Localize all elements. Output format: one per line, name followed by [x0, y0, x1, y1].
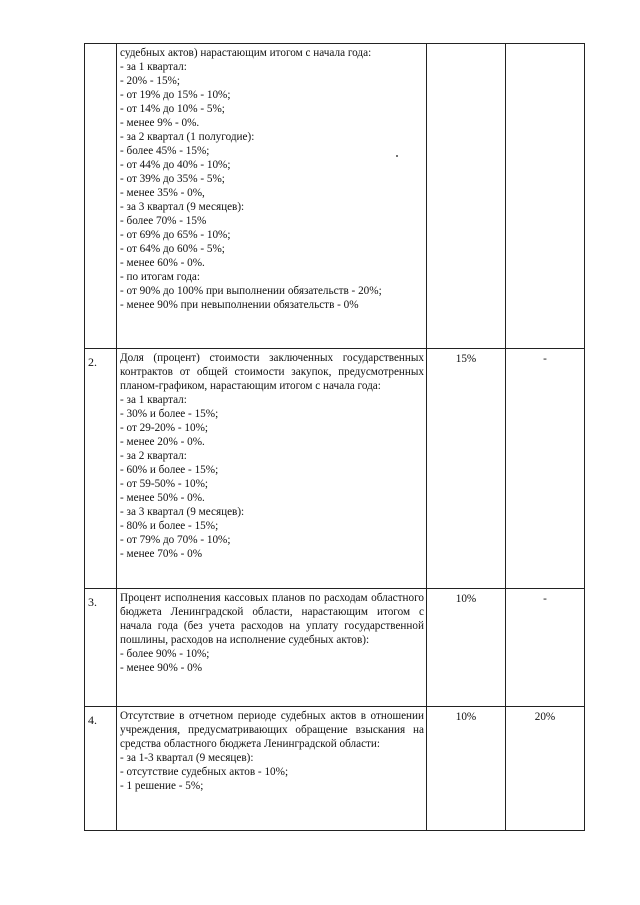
- row-number: 4.: [85, 707, 117, 831]
- criterion-line: - 80% и более - 15%;: [120, 520, 219, 532]
- criterion-line: - от 19% до 15% - 10%;: [120, 89, 231, 101]
- criterion-line: - отсутствие судебных актов - 10%;: [120, 766, 289, 778]
- table-row: [85, 44, 585, 349]
- criterion-line: - менее 9% - 0%.: [120, 117, 200, 129]
- criterion-line: - за 1 квартал:: [120, 61, 187, 73]
- criterion-line: - менее 60% - 0%.: [120, 257, 205, 269]
- criterion-title: Доля (процент) стоимости заключенных государственных контрактов от общей стоимости закупок, предусмотренных планом-графиком, нарастающим итогом с начала года:: [120, 352, 424, 392]
- row-number: 3.: [85, 589, 117, 707]
- criterion-line: - более 70% - 15%: [120, 215, 207, 227]
- criterion-line: - менее 90% - 0%: [120, 662, 203, 674]
- criterion-description: [117, 589, 427, 707]
- criterion-line: судебных актов) нарастающим итогом с начала года:: [120, 47, 372, 59]
- criterion-title: Отсутствие в отчетном периоде судебных актов в отношении учреждения, предусматривающих обращение взыскания на средства областного бюджета Ленинградской области:: [120, 710, 424, 750]
- criterion-line: - от 44% до 40% - 10%;: [120, 159, 231, 171]
- row-number: 2.: [85, 349, 117, 589]
- row-number: [85, 44, 117, 349]
- weight-value: [427, 44, 506, 349]
- criterion-line: - более 45% - 15%;: [120, 145, 210, 157]
- criterion-title: Процент исполнения кассовых планов по расходам областного бюджета Ленинградской области, нарастающим итогом с начала года (без учета расходов на уплату государственной пошлины, расходов на исполнение судебных актов):: [120, 592, 424, 646]
- weight-value: 10%: [427, 589, 506, 707]
- criterion-line: - за 2 квартал:: [120, 450, 187, 462]
- weight-value: 15%: [427, 349, 506, 589]
- criterion-description: [117, 707, 427, 831]
- criterion-line: - от 39% до 35% - 5%;: [120, 173, 225, 185]
- result-value: 20%: [506, 707, 585, 831]
- criterion-line: - менее 20% - 0%.: [120, 436, 205, 448]
- criterion-line: - от 79% до 70% - 10%;: [120, 534, 231, 546]
- criterion-line: - от 29-20% - 10%;: [120, 422, 209, 434]
- criteria-table-body: [85, 44, 585, 831]
- criterion-line: - за 2 квартал (1 полугодие):: [120, 131, 255, 143]
- criterion-line: - по итогам года:: [120, 271, 200, 283]
- criterion-line: - за 3 квартал (9 месяцев):: [120, 201, 245, 213]
- criterion-line: - 20% - 15%;: [120, 75, 180, 87]
- result-value: -: [506, 589, 585, 707]
- criterion-line: - за 1 квартал:: [120, 394, 187, 406]
- weight-value: 10%: [427, 707, 506, 831]
- result-value: -: [506, 349, 585, 589]
- criterion-line: - за 1-3 квартал (9 месяцев):: [120, 752, 254, 764]
- criterion-line: - 30% и более - 15%;: [120, 408, 219, 420]
- criterion-line: - от 69% до 65% - 10%;: [120, 229, 231, 241]
- criterion-line: - менее 50% - 0%.: [120, 492, 205, 504]
- criterion-line: - за 3 квартал (9 месяцев):: [120, 506, 245, 518]
- criterion-description: [117, 349, 427, 589]
- criterion-line: - от 90% до 100% при выполнении обязательств - 20%;: [120, 285, 382, 297]
- criterion-line: - 60% и более - 15%;: [120, 464, 219, 476]
- criterion-line: - 1 решение - 5%;: [120, 780, 204, 792]
- table-row: [85, 349, 585, 589]
- result-value: [506, 44, 585, 349]
- criterion-line: - менее 70% - 0%: [120, 548, 203, 560]
- criteria-table: [84, 43, 585, 831]
- table-row: [85, 707, 585, 831]
- criterion-line: - менее 35% - 0%,: [120, 187, 205, 199]
- scan-speck: [396, 155, 398, 157]
- table-row: [85, 589, 585, 707]
- criterion-line: - более 90% - 10%;: [120, 648, 210, 660]
- criterion-line: - от 59-50% - 10%;: [120, 478, 209, 490]
- criterion-line: - от 14% до 10% - 5%;: [120, 103, 225, 115]
- criterion-line: - от 64% до 60% - 5%;: [120, 243, 225, 255]
- criterion-line: - менее 90% при невыполнении обязательств - 0%: [120, 299, 359, 311]
- criterion-description: [117, 44, 427, 349]
